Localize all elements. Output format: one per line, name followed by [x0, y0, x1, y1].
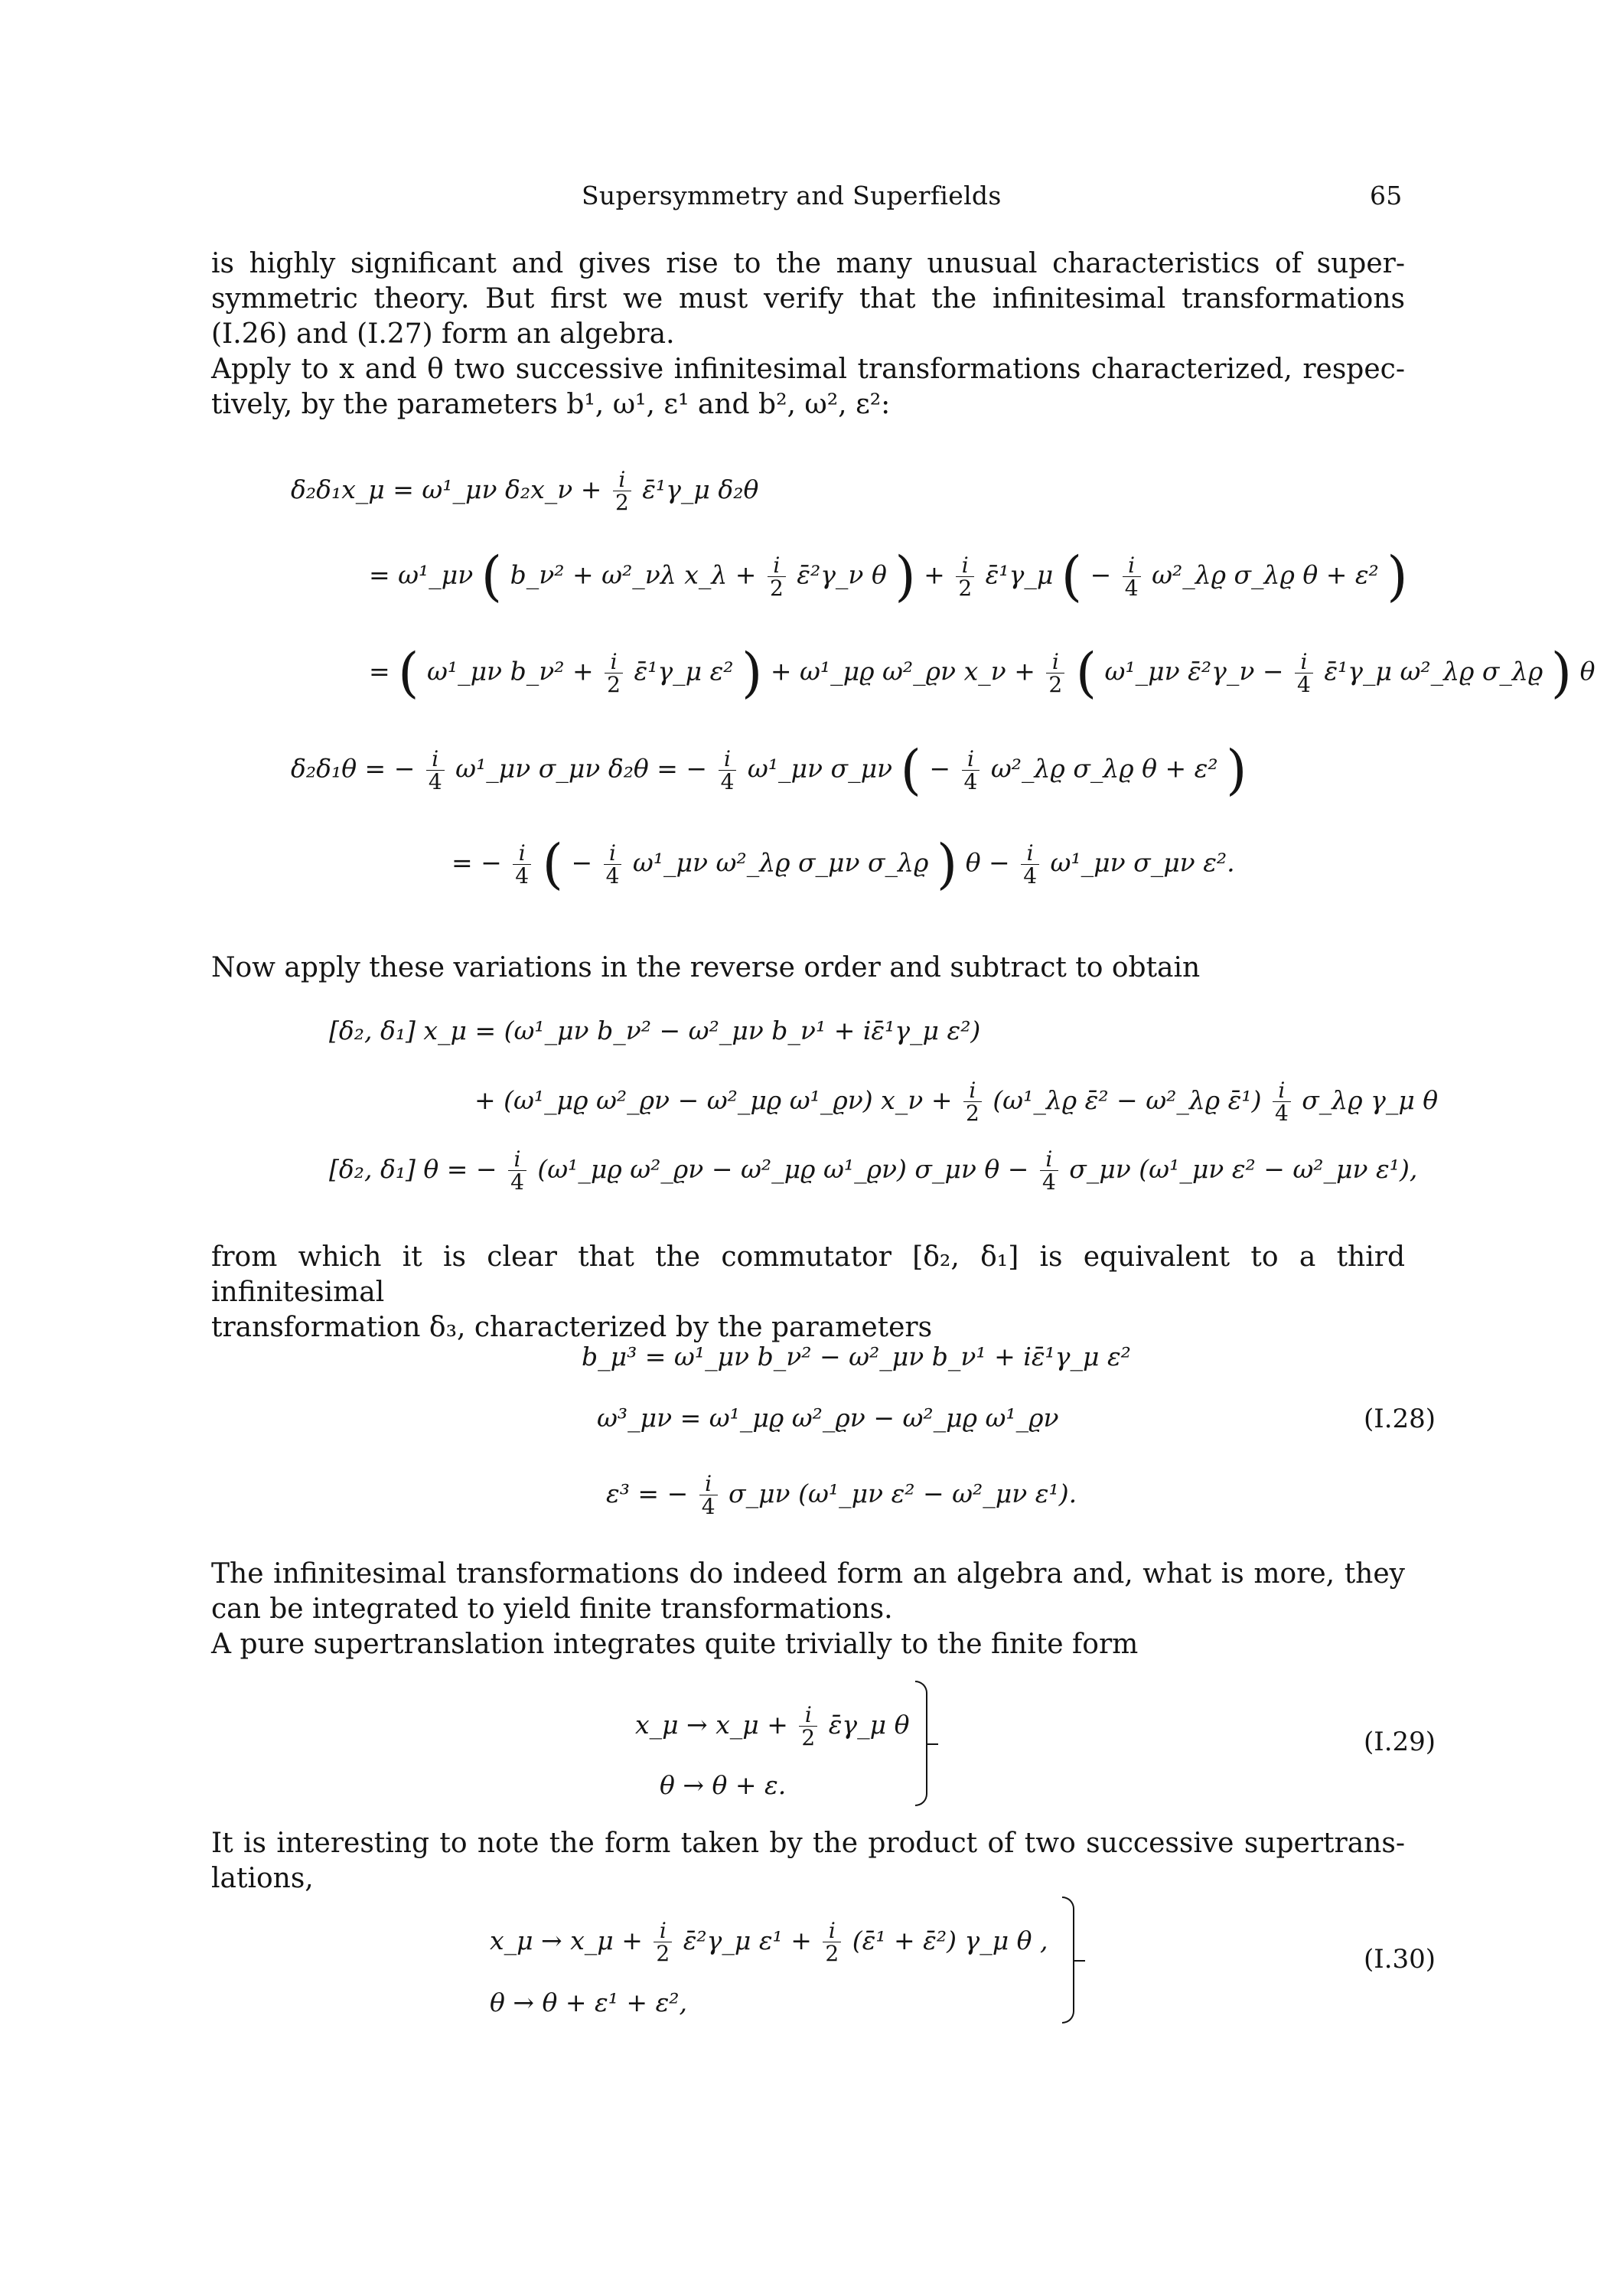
eq-part: − [929, 753, 951, 784]
text-line: can be integrated to yield finite transformations. [211, 1593, 893, 1625]
fraction: $\frac{i}{2}$ [605, 651, 623, 696]
eq-part: ε̄¹γ_μ [985, 559, 1054, 590]
eq-part: (ε̄¹ + ε̄²) γ_μ θ , [852, 1925, 1048, 1955]
text-line: A pure supertranslation integrates quite trivially to the finite form [211, 1629, 1139, 1660]
eq-part: δ₂δ₁θ = − [291, 753, 416, 784]
equation-delta-x [291, 468, 758, 514]
equation-param-b [582, 1344, 1131, 1369]
text-line: It is interesting to note the form taken by the product of two successive supertrans- [211, 1828, 1405, 1859]
eq-part: + ω¹_μϱ ω²_ϱν x_ν + [770, 656, 1035, 687]
eq-part: − [1090, 559, 1112, 590]
text-line: The infinitesimal transformations do indeed form an algebra and, what is more, they [211, 1558, 1405, 1590]
fraction: $\frac{i}{4}$ [719, 748, 737, 794]
close-paren: ) [742, 641, 763, 704]
fraction: $\frac{i}{2}$ [768, 554, 786, 600]
equation-param-epsilon [606, 1473, 1077, 1518]
open-paren: ( [542, 833, 563, 895]
open-paren: ( [1061, 545, 1083, 608]
fraction: $\frac{i}{4}$ [1295, 651, 1313, 696]
eq-part: σ_λϱ γ_μ θ [1302, 1084, 1439, 1115]
eq-part: b_ν² + ω²_νλ x_λ + [510, 559, 757, 590]
eq-part: x_μ → x_μ + [635, 1709, 788, 1740]
eq-part: ω¹_μν ω²_λϱ σ_μν σ_λϱ [632, 847, 929, 878]
fraction: $\frac{i}{4}$ [426, 748, 445, 794]
equation-supertranslation-x [635, 1704, 909, 1750]
eq-part: ε³ = − [606, 1478, 689, 1508]
eq-part: σ_μν (ω¹_μν ε² − ω²_μν ε¹), [1069, 1153, 1418, 1184]
eq-part: θ [1579, 656, 1596, 687]
fraction: $\frac{i}{4}$ [1040, 1148, 1058, 1194]
eq-part: ω¹_μν σ_μν ε². [1050, 847, 1235, 878]
paragraph-intro [211, 246, 1405, 422]
equation-label-1-28: (I.28) [1364, 1404, 1436, 1434]
eq-part: = [369, 656, 390, 687]
text-line: is highly significant and gives rise to the many unusual characteristics of super- [211, 248, 1405, 279]
fraction: $\frac{i}{2}$ [823, 1919, 841, 1965]
equation-label-1-30: (I.30) [1364, 1944, 1436, 1975]
eq-part: ω¹_μν σ_μν δ₂θ = − [455, 753, 708, 784]
fraction: $\frac{i}{4}$ [604, 842, 622, 888]
right-brace [1062, 1896, 1074, 2024]
close-paren: ) [895, 545, 916, 608]
right-brace [915, 1681, 927, 1806]
equation-delta-x-expanded [369, 545, 1408, 608]
fraction: $\frac{i}{2}$ [963, 1079, 982, 1125]
eq-part: − [571, 847, 593, 878]
paragraph-algebra [211, 1557, 1405, 1662]
open-paren: ( [1075, 641, 1097, 704]
text-line: (I.26) and (I.27) form an algebra. [211, 318, 675, 350]
eq-part: [δ₂, δ₁] θ = − [329, 1153, 497, 1184]
eq-part: ε̄²γ_μ ε¹ + [683, 1925, 812, 1955]
equation-delta-theta-expanded [451, 833, 1235, 895]
eq-part: ω¹_μν b_ν² + [426, 656, 594, 687]
fraction: $\frac{i}{2}$ [654, 1919, 672, 1965]
eq-part: ω³_μν = ω¹_μϱ ω²_ϱν − ω²_μϱ ω¹_ϱν [597, 1403, 1059, 1433]
text-line: symmetric theory. But first we must verify that the infinitesimal transformations [211, 283, 1405, 315]
equation-delta-theta [291, 739, 1247, 801]
fraction: $\frac{i}{2}$ [956, 554, 974, 600]
eq-part: θ → θ + ε. [660, 1770, 787, 1800]
equation-delta-x-collected [369, 641, 1596, 704]
eq-part: b_μ³ = ω¹_μν b_ν² − ω²_μν b_ν¹ + iε̄¹γ_μ ε² [582, 1342, 1131, 1371]
text-line: lations, [211, 1863, 314, 1894]
eq-part: ε̄¹γ_μ ω²_λϱ σ_λϱ [1324, 656, 1543, 687]
eq-part: σ_μν (ω¹_μν ε² − ω²_μν ε¹). [729, 1478, 1077, 1508]
fraction: $\frac{i}{2}$ [1046, 651, 1064, 696]
open-paren: ( [398, 641, 419, 704]
eq-part: θ → θ + ε¹ + ε², [490, 1988, 687, 2017]
eq-part: ε̄¹γ_μ δ₂θ [642, 474, 759, 504]
text-line: Now apply these variations in the reverse order and subtract to obtain [211, 952, 1201, 983]
eq-part: (ω¹_λϱ ε̄² − ω²_λϱ ε̄¹) [993, 1084, 1262, 1115]
fraction: $\frac{i}{4}$ [1273, 1079, 1291, 1125]
paragraph-product [211, 1826, 1405, 1896]
eq-part: ω²_λϱ σ_λϱ θ + ε² [990, 753, 1218, 784]
text-line: from which it is clear that the commutator [δ₂, δ₁] is equivalent to a third infinitesimal [211, 1241, 1405, 1308]
paragraph-reverse-order [211, 951, 1405, 986]
equation-commutator-x-cont [474, 1079, 1438, 1125]
close-paren: ) [936, 833, 958, 895]
fraction: $\frac{i}{4}$ [699, 1473, 718, 1518]
text-line: transformation δ₃, characterized by the parameters [211, 1312, 933, 1343]
fraction: $\frac{i}{4}$ [1021, 842, 1039, 888]
eq-part: ε̄¹γ_μ ε² [634, 656, 734, 687]
fraction: $\frac{i}{4}$ [1123, 554, 1141, 600]
eq-part: ε̄²γ_ν θ [797, 559, 887, 590]
eq-part: δ₂δ₁x_μ = ω¹_μν δ₂x_ν + [291, 474, 602, 504]
fraction: $\frac{i}{4}$ [513, 842, 531, 888]
text-line: Apply to x and θ two successive infinitesimal transformations characterized, respec- [211, 354, 1405, 385]
close-paren: ) [1387, 545, 1408, 608]
eq-part: ε̄γ_μ θ [828, 1709, 910, 1740]
eq-part: θ − [965, 847, 1010, 878]
page-number: 65 [1370, 181, 1403, 210]
open-paren: ( [900, 739, 921, 801]
eq-part: + [924, 559, 945, 590]
close-paren: ) [1550, 641, 1573, 704]
equation-param-omega [597, 1403, 1059, 1433]
fraction: $\frac{i}{2}$ [799, 1704, 817, 1750]
eq-part: = ω¹_μν [369, 559, 474, 590]
fraction: $\frac{i}{2}$ [613, 468, 631, 514]
equation-product-x [490, 1919, 1048, 1965]
fraction: $\frac{i}{4}$ [508, 1148, 526, 1194]
running-title: Supersymmetry and Superfields [582, 181, 1002, 210]
equation-commutator-x [329, 1018, 980, 1043]
eq-part: + (ω¹_μϱ ω²_ϱν − ω²_μϱ ω¹_ϱν) x_ν + [474, 1084, 953, 1115]
eq-part: [δ₂, δ₁] x_μ = (ω¹_μν b_ν² − ω²_μν b_ν¹ + iε̄¹γ_μ ε²) [329, 1016, 981, 1045]
eq-part: ω¹_μν ε̄²γ_ν − [1104, 656, 1284, 687]
equation-product-theta [490, 1990, 687, 2015]
eq-part: ω¹_μν σ_μν [747, 753, 893, 784]
equation-supertranslation-theta [660, 1770, 787, 1800]
close-paren: ) [1226, 739, 1247, 801]
equation-label-1-29: (I.29) [1364, 1727, 1436, 1757]
eq-part: ω²_λϱ σ_λϱ θ + ε² [1152, 559, 1379, 590]
equation-commutator-theta [329, 1148, 1417, 1194]
text-line: tively, by the parameters b¹, ω¹, ε¹ and b², ω², ε²: [211, 389, 891, 420]
eq-part: x_μ → x_μ + [490, 1925, 643, 1955]
eq-part: (ω¹_μϱ ω²_ϱν − ω²_μϱ ω¹_ϱν) σ_μν θ − [537, 1153, 1029, 1184]
paragraph-commutator [211, 1240, 1405, 1345]
open-paren: ( [481, 545, 503, 608]
fraction: $\frac{i}{4}$ [962, 748, 980, 794]
eq-part: = − [451, 847, 502, 878]
